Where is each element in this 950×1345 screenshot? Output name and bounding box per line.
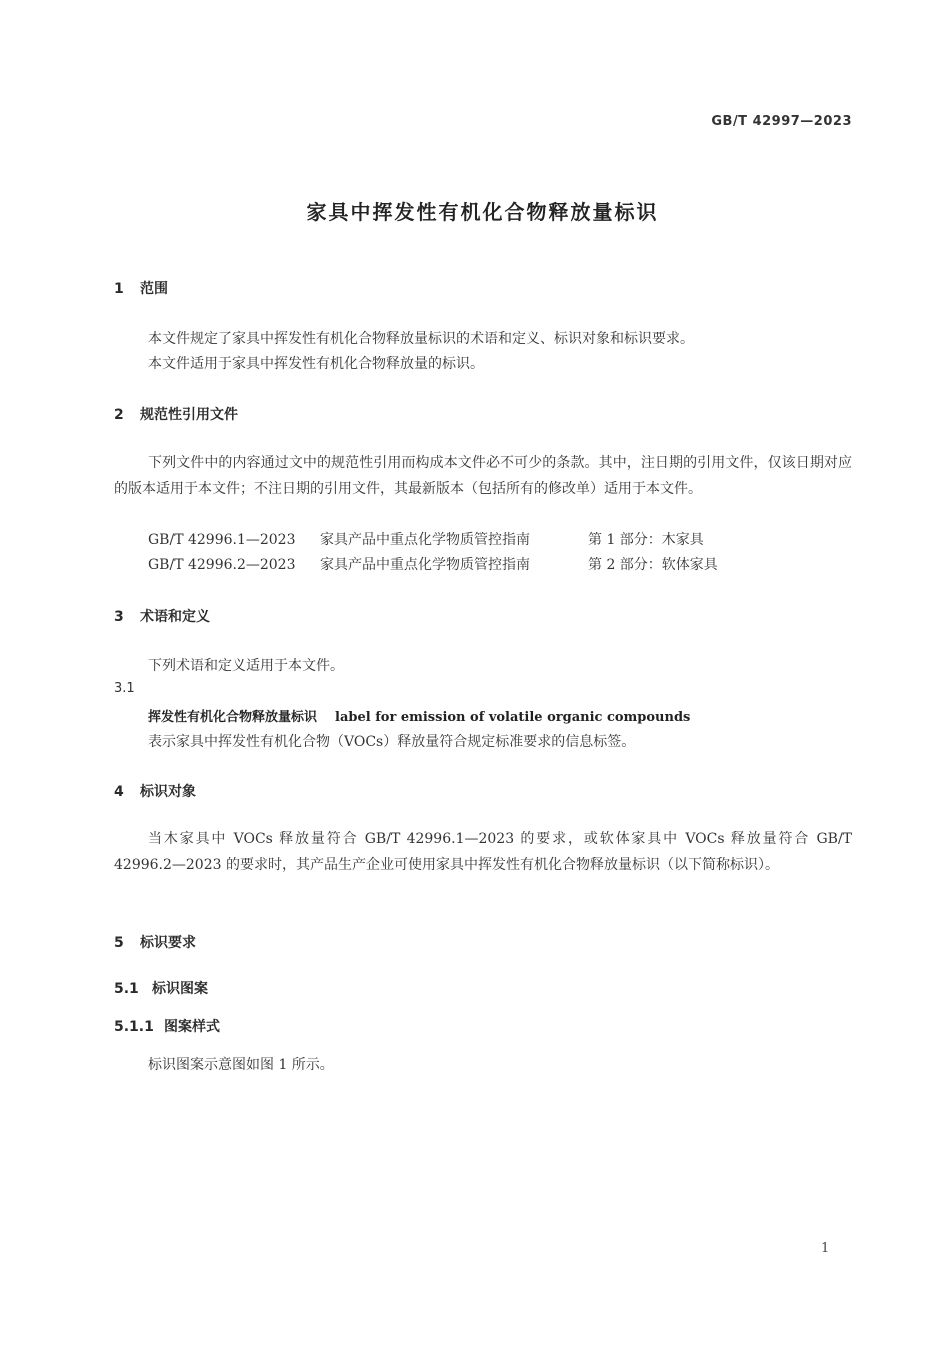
term-english: label for emission of volatile organic compounds: [335, 710, 691, 725]
section-1-heading: [114, 278, 168, 298]
section-title: 术语和定义: [140, 609, 210, 625]
scope-line-1: 本文件规定了家具中挥发性有机化合物释放量标识的术语和定义、标识对象和标识要求。: [148, 331, 694, 347]
subsection-title: 图案样式: [164, 1019, 220, 1035]
term-number: 3.1: [114, 681, 135, 696]
subsection-number: 5.1.1: [114, 1019, 154, 1035]
document-title: 家具中挥发性有机化合物释放量标识: [306, 200, 659, 224]
standard-number: GB/T 42997—2023: [711, 114, 852, 129]
section-3-heading: [114, 606, 210, 626]
normative-references-paragraph: 下列文件中的内容通过文中的规范性引用而构成本文件必不可少的条款。其中，注日期的引用文件，仅该日期对应的版本适用于本文件；不注日期的引用文件，其最新版本（包括所有的修改单）适用于本文件。: [114, 455, 852, 497]
section-number: 4: [114, 784, 124, 800]
subsection-5-1-heading: [114, 978, 208, 998]
label-object-paragraph: 当木家具中 VOCs 释放量符合 GB/T 42996.1—2023 的要求，或软体家具中 VOCs 释放量符合 GB/T 42996.2—2023 的要求时，其产品生产企业可使用家具中挥发性有机化合物释放量标识（以下简称标识）。: [114, 831, 852, 873]
page-number: 1: [821, 1241, 830, 1256]
reference-title: 家具产品中重点化学物质管控指南: [320, 557, 530, 573]
terms-intro: 下列术语和定义适用于本文件。: [148, 658, 344, 674]
term-entry: [148, 706, 690, 725]
section-title: 标识要求: [140, 935, 196, 951]
section-4-heading: [114, 781, 196, 801]
section-number: 2: [114, 407, 124, 423]
section-title: 标识对象: [140, 784, 196, 800]
reference-part: 第 1 部分：木家具: [588, 532, 704, 548]
section-title: 规范性引用文件: [140, 407, 238, 423]
reference-item: [148, 554, 718, 574]
scope-line-2: 本文件适用于家具中挥发性有机化合物释放量的标识。: [148, 356, 484, 372]
reference-part: 第 2 部分：软体家具: [588, 557, 718, 573]
section-title: 范围: [140, 281, 168, 297]
reference-code: GB/T 42996.1—2023: [148, 532, 296, 548]
section-number: 1: [114, 281, 124, 297]
term-definition: 表示家具中挥发性有机化合物（VOCs）释放量符合规定标准要求的信息标签。: [148, 734, 636, 750]
section-number: 3: [114, 609, 124, 625]
section-2-heading: [114, 404, 238, 424]
reference-item: [148, 529, 704, 549]
subsection-title: 标识图案: [152, 981, 208, 997]
reference-title: 家具产品中重点化学物质管控指南: [320, 532, 530, 548]
term-chinese: 挥发性有机化合物释放量标识: [148, 710, 318, 725]
section-number: 5: [114, 935, 124, 951]
reference-code: GB/T 42996.2—2023: [148, 557, 296, 573]
subsection-5-1-1-heading: [114, 1016, 220, 1036]
subsection-number: 5.1: [114, 981, 139, 997]
section-5-heading: [114, 932, 196, 952]
pattern-description: 标识图案示意图如图 1 所示。: [148, 1057, 334, 1073]
